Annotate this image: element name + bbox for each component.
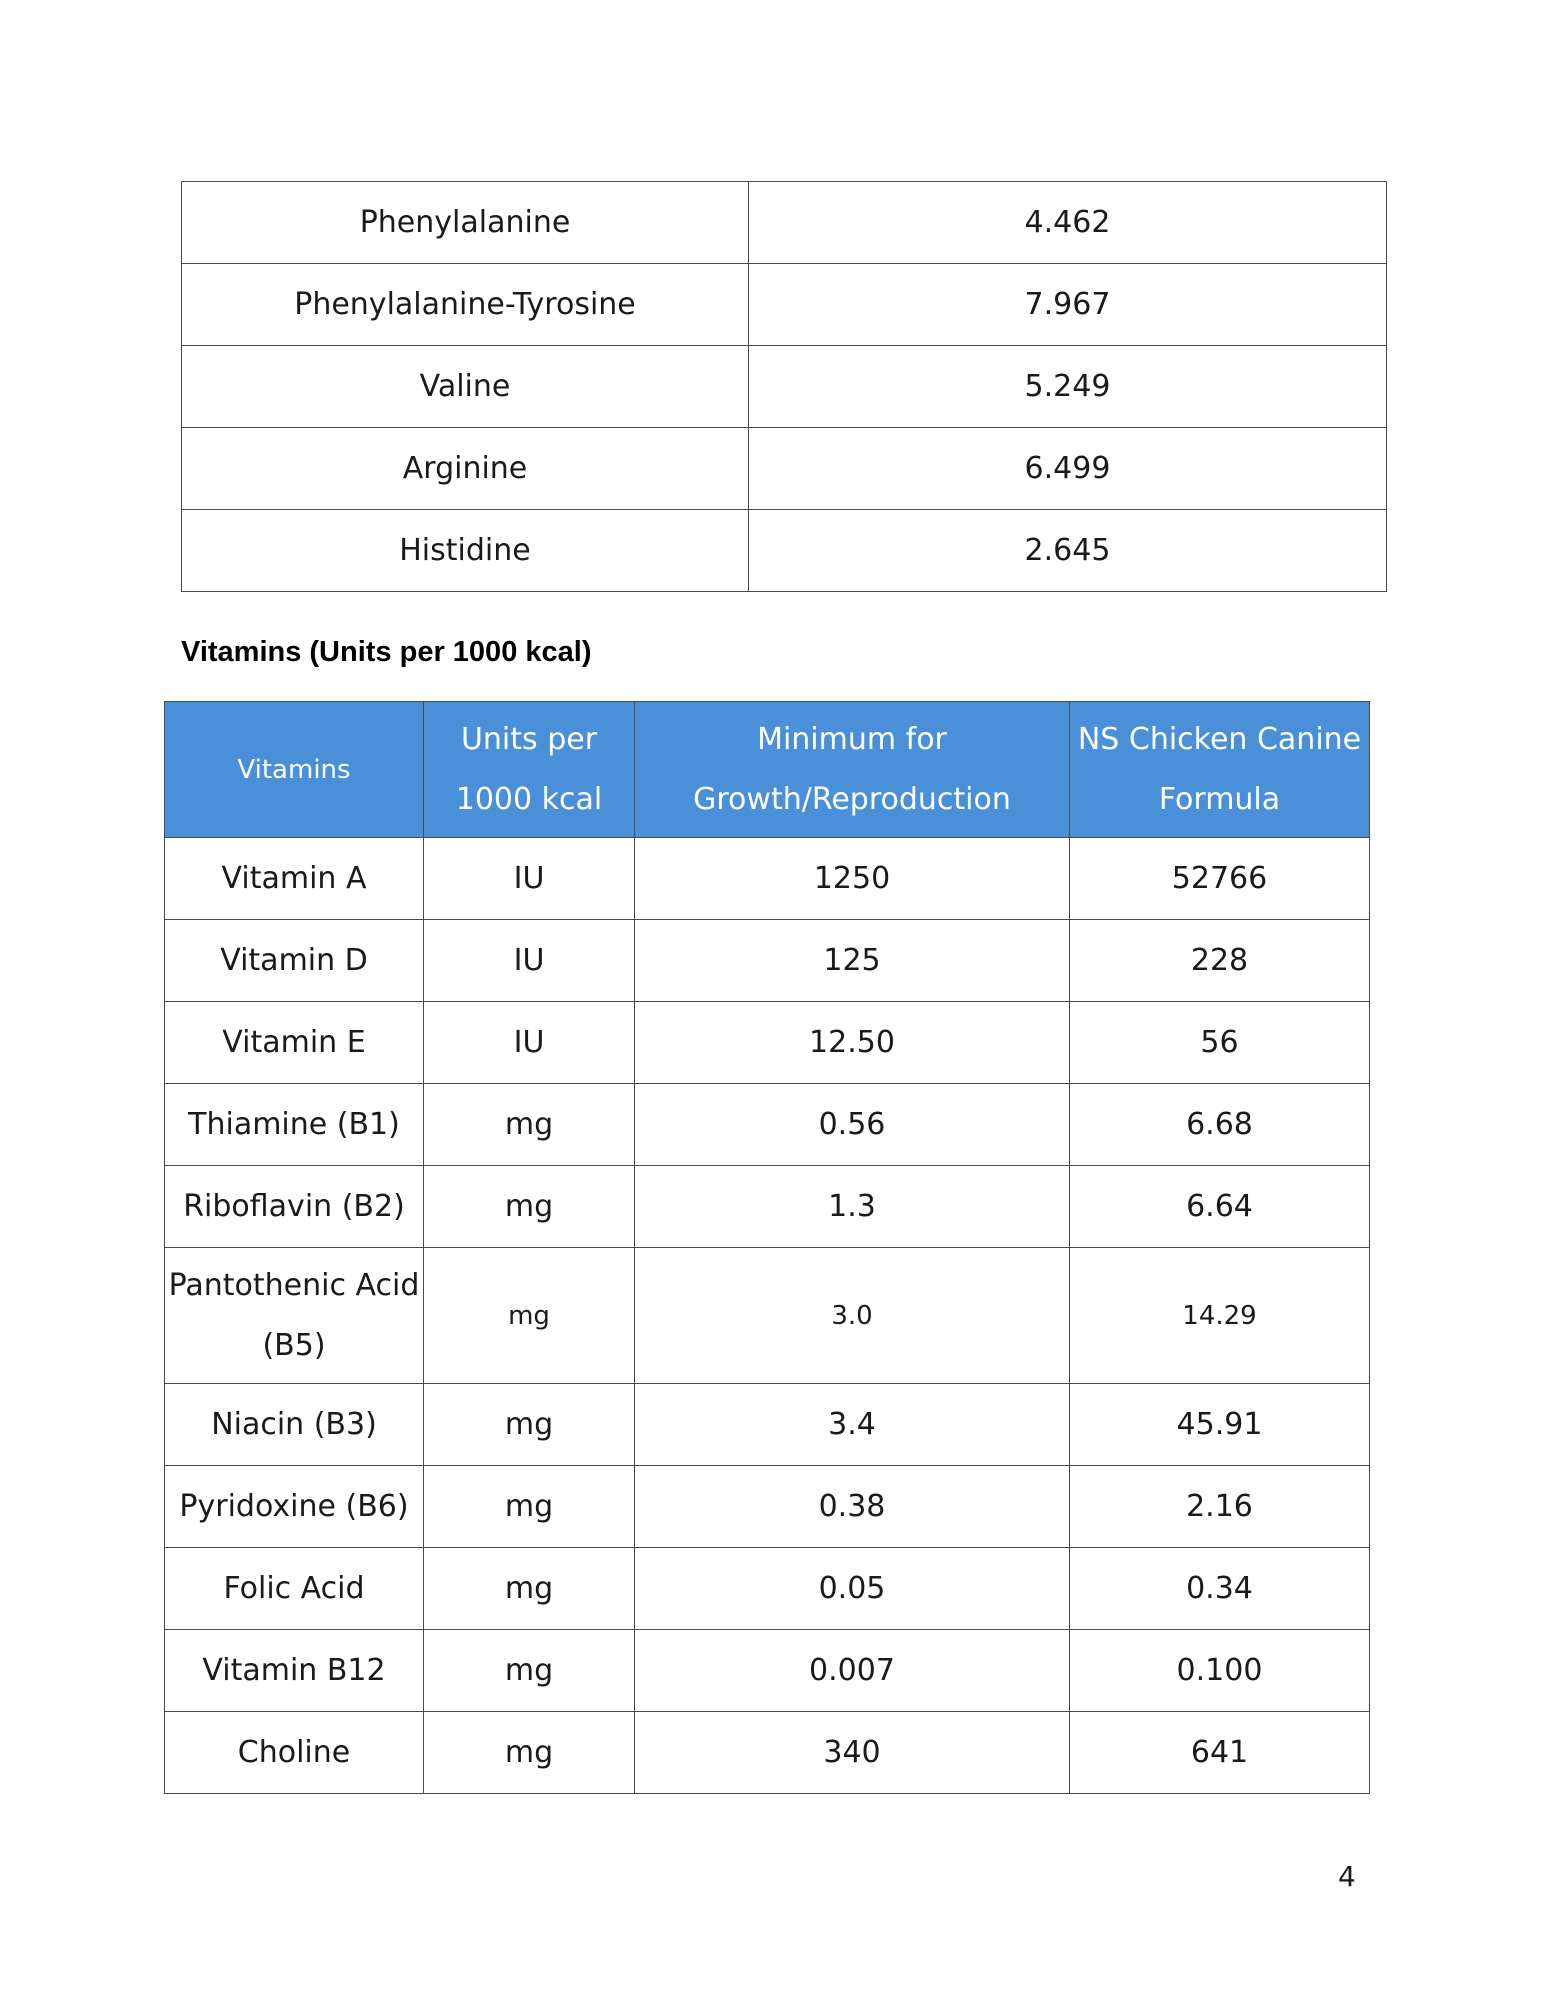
table-row — [165, 1384, 1370, 1466]
amino-acid-name: Arginine — [182, 428, 749, 510]
amino-acid-name: Phenylalanine — [182, 182, 749, 264]
vitamin-minimum: 3.4 — [635, 1384, 1070, 1466]
vitamin-minimum: 0.56 — [635, 1084, 1070, 1166]
table-row — [165, 1248, 1370, 1384]
table-row — [165, 1084, 1370, 1166]
vitamin-name: Folic Acid — [165, 1548, 424, 1630]
vitamin-name: Riboflavin (B2) — [165, 1166, 424, 1248]
vitamins-section-heading: Vitamins (Units per 1000 kcal) — [181, 636, 592, 668]
table-row — [182, 264, 1387, 346]
vitamin-minimum: 0.05 — [635, 1548, 1070, 1630]
table-row — [165, 1630, 1370, 1712]
vitamin-name: Vitamin D — [165, 920, 424, 1002]
vitamin-unit: mg — [424, 1712, 635, 1794]
vitamin-unit: mg — [424, 1548, 635, 1630]
table-row — [182, 428, 1387, 510]
vitamin-formula-value: 6.64 — [1070, 1166, 1370, 1248]
vitamin-name: Pyridoxine (B6) — [165, 1466, 424, 1548]
column-header-minimum: Minimum for Growth/Reproduction — [635, 702, 1070, 838]
table-row — [165, 1548, 1370, 1630]
vitamin-minimum: 1.3 — [635, 1166, 1070, 1248]
vitamin-name: Pantothenic Acid (B5) — [165, 1248, 424, 1384]
amino-acid-name: Valine — [182, 346, 749, 428]
vitamin-minimum: 340 — [635, 1712, 1070, 1794]
table-row — [165, 920, 1370, 1002]
table-header-row — [165, 702, 1370, 838]
vitamin-unit: IU — [424, 838, 635, 920]
amino-acid-table — [181, 181, 1387, 592]
vitamin-unit: IU — [424, 1002, 635, 1084]
vitamin-formula-value: 56 — [1070, 1002, 1370, 1084]
vitamin-unit: mg — [424, 1248, 635, 1384]
vitamin-name: Vitamin B12 — [165, 1630, 424, 1712]
vitamin-unit: mg — [424, 1084, 635, 1166]
vitamin-formula-value: 641 — [1070, 1712, 1370, 1794]
vitamin-unit: mg — [424, 1166, 635, 1248]
vitamin-name: Vitamin A — [165, 838, 424, 920]
vitamin-unit: IU — [424, 920, 635, 1002]
amino-acid-value: 4.462 — [749, 182, 1387, 264]
vitamin-minimum: 1250 — [635, 838, 1070, 920]
vitamin-unit: mg — [424, 1630, 635, 1712]
table-row — [182, 510, 1387, 592]
amino-acid-name: Histidine — [182, 510, 749, 592]
vitamins-table — [164, 701, 1370, 1794]
vitamin-name: Thiamine (B1) — [165, 1084, 424, 1166]
vitamin-formula-value: 52766 — [1070, 838, 1370, 920]
vitamin-unit: mg — [424, 1466, 635, 1548]
table-row — [165, 838, 1370, 920]
vitamin-name: Niacin (B3) — [165, 1384, 424, 1466]
amino-acid-value: 7.967 — [749, 264, 1387, 346]
vitamin-minimum: 3.0 — [635, 1248, 1070, 1384]
amino-acid-name: Phenylalanine-Tyrosine — [182, 264, 749, 346]
vitamin-name: Choline — [165, 1712, 424, 1794]
vitamin-formula-value: 45.91 — [1070, 1384, 1370, 1466]
vitamin-formula-value: 6.68 — [1070, 1084, 1370, 1166]
vitamin-formula-value: 0.100 — [1070, 1630, 1370, 1712]
page-number: 4 — [1338, 1860, 1356, 1893]
column-header-vitamins: Vitamins — [165, 702, 424, 838]
table-row — [165, 1466, 1370, 1548]
amino-acid-value: 2.645 — [749, 510, 1387, 592]
column-header-units: Units per 1000 kcal — [424, 702, 635, 838]
table-row — [182, 346, 1387, 428]
vitamin-formula-value: 0.34 — [1070, 1548, 1370, 1630]
table-row — [165, 1166, 1370, 1248]
vitamin-formula-value: 228 — [1070, 920, 1370, 1002]
table-row — [165, 1002, 1370, 1084]
amino-acid-value: 6.499 — [749, 428, 1387, 510]
column-header-formula: NS Chicken Canine Formula — [1070, 702, 1370, 838]
vitamin-formula-value: 2.16 — [1070, 1466, 1370, 1548]
vitamin-name: Vitamin E — [165, 1002, 424, 1084]
vitamin-minimum: 0.38 — [635, 1466, 1070, 1548]
table-row — [165, 1712, 1370, 1794]
table-row — [182, 182, 1387, 264]
vitamin-unit: mg — [424, 1384, 635, 1466]
amino-acid-value: 5.249 — [749, 346, 1387, 428]
vitamin-minimum: 0.007 — [635, 1630, 1070, 1712]
vitamin-formula-value: 14.29 — [1070, 1248, 1370, 1384]
vitamin-minimum: 12.50 — [635, 1002, 1070, 1084]
vitamin-minimum: 125 — [635, 920, 1070, 1002]
